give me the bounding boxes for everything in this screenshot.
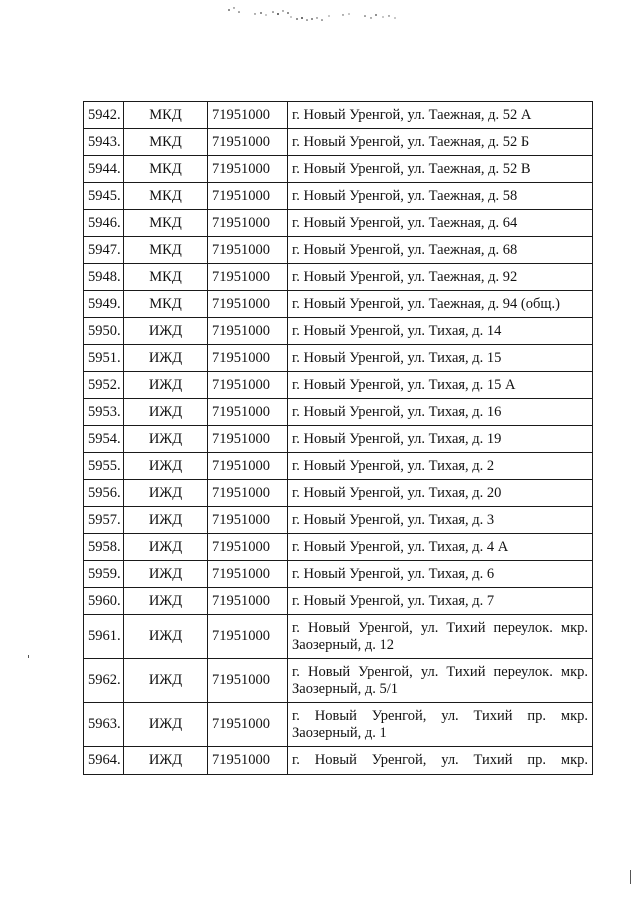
table-row — [84, 659, 593, 703]
building-type-cell: МКД — [124, 183, 208, 210]
row-number-cell: 5950. — [84, 318, 124, 345]
row-number-cell: 5954. — [84, 426, 124, 453]
table-row — [84, 534, 593, 561]
row-number-cell: 5959. — [84, 561, 124, 588]
row-number-cell: 5955. — [84, 453, 124, 480]
table-row — [84, 747, 593, 775]
table-row — [84, 210, 593, 237]
row-number-cell: 5962. — [84, 659, 124, 703]
row-number-cell: 5946. — [84, 210, 124, 237]
address-cell: г. Новый Уренгой, ул. Таежная, д. 68 — [288, 237, 593, 264]
address-cell: г. Новый Уренгой, ул. Тихая, д. 19 — [288, 426, 593, 453]
table-row — [84, 561, 593, 588]
address-cell: г. Новый Уренгой, ул. Тихая, д. 2 — [288, 453, 593, 480]
table-row — [84, 426, 593, 453]
table-row — [84, 291, 593, 318]
building-type-cell: ИЖД — [124, 703, 208, 747]
address-cell: г. Новый Уренгой, ул. Тихая, д. 15 — [288, 345, 593, 372]
row-number-cell: 5947. — [84, 237, 124, 264]
table-body — [84, 102, 593, 775]
address-cell: г. Новый Уренгой, ул. Тихий переулок. мкр. Заозерный, д. 12 — [288, 615, 593, 659]
row-number-cell: 5956. — [84, 480, 124, 507]
oktmo-code-cell: 71951000 — [208, 703, 288, 747]
table-row — [84, 480, 593, 507]
row-number-cell: 5948. — [84, 264, 124, 291]
row-number-cell: 5945. — [84, 183, 124, 210]
building-type-cell: ИЖД — [124, 426, 208, 453]
oktmo-code-cell: 71951000 — [208, 102, 288, 129]
address-cell: г. Новый Уренгой, ул. Тихая, д. 7 — [288, 588, 593, 615]
oktmo-code-cell: 71951000 — [208, 534, 288, 561]
building-type-cell: ИЖД — [124, 480, 208, 507]
address-cell: г. Новый Уренгой, ул. Тихая, д. 6 — [288, 561, 593, 588]
row-number-cell: 5960. — [84, 588, 124, 615]
table-row — [84, 264, 593, 291]
address-cell: г. Новый Уренгой, ул. Таежная, д. 58 — [288, 183, 593, 210]
row-number-cell: 5961. — [84, 615, 124, 659]
table-row — [84, 318, 593, 345]
table-row — [84, 453, 593, 480]
scan-edge-mark — [28, 655, 29, 658]
address-cell: г. Новый Уренгой, ул. Тихий переулок. мкр. Заозерный, д. 5/1 — [288, 659, 593, 703]
row-number-cell: 5942. — [84, 102, 124, 129]
building-type-cell: ИЖД — [124, 453, 208, 480]
table-row — [84, 237, 593, 264]
address-cell: г. Новый Уренгой, ул. Тихая, д. 15 А — [288, 372, 593, 399]
row-number-cell: 5963. — [84, 703, 124, 747]
table-row — [84, 102, 593, 129]
oktmo-code-cell: 71951000 — [208, 210, 288, 237]
building-type-cell: МКД — [124, 237, 208, 264]
row-number-cell: 5943. — [84, 129, 124, 156]
building-type-cell: ИЖД — [124, 534, 208, 561]
building-type-cell: ИЖД — [124, 747, 208, 775]
address-cell: г. Новый Уренгой, ул. Таежная, д. 94 (общ.) — [288, 291, 593, 318]
oktmo-code-cell: 71951000 — [208, 453, 288, 480]
oktmo-code-cell: 71951000 — [208, 264, 288, 291]
table-row — [84, 156, 593, 183]
table-row — [84, 588, 593, 615]
row-number-cell: 5952. — [84, 372, 124, 399]
row-number-cell: 5957. — [84, 507, 124, 534]
row-number-cell: 5958. — [84, 534, 124, 561]
oktmo-code-cell: 71951000 — [208, 318, 288, 345]
scan-edge-mark — [630, 870, 631, 884]
row-number-cell: 5944. — [84, 156, 124, 183]
table-row — [84, 399, 593, 426]
oktmo-code-cell: 71951000 — [208, 588, 288, 615]
oktmo-code-cell: 71951000 — [208, 291, 288, 318]
address-cell: г. Новый Уренгой, ул. Тихая, д. 20 — [288, 480, 593, 507]
building-type-cell: ИЖД — [124, 318, 208, 345]
row-number-cell: 5964. — [84, 747, 124, 775]
address-cell: г. Новый Уренгой, ул. Тихая, д. 3 — [288, 507, 593, 534]
row-number-cell: 5951. — [84, 345, 124, 372]
oktmo-code-cell: 71951000 — [208, 156, 288, 183]
building-type-cell: ИЖД — [124, 507, 208, 534]
address-cell: г. Новый Уренгой, ул. Тихий пр. мкр. Заозерный, д. 1 — [288, 703, 593, 747]
building-type-cell: МКД — [124, 156, 208, 183]
building-type-cell: МКД — [124, 264, 208, 291]
building-type-cell: ИЖД — [124, 588, 208, 615]
table-row — [84, 372, 593, 399]
address-cell: г. Новый Уренгой, ул. Тихая, д. 16 — [288, 399, 593, 426]
address-cell: г. Новый Уренгой, ул. Тихий пр. мкр. — [288, 747, 593, 775]
building-type-cell: МКД — [124, 102, 208, 129]
building-type-cell: МКД — [124, 210, 208, 237]
oktmo-code-cell: 71951000 — [208, 399, 288, 426]
scan-artifact — [225, 4, 415, 26]
table-row — [84, 345, 593, 372]
building-type-cell: МКД — [124, 291, 208, 318]
table-row — [84, 129, 593, 156]
oktmo-code-cell: 71951000 — [208, 507, 288, 534]
table-row — [84, 703, 593, 747]
address-cell: г. Новый Уренгой, ул. Тихая, д. 14 — [288, 318, 593, 345]
table-row — [84, 615, 593, 659]
address-cell: г. Новый Уренгой, ул. Таежная, д. 92 — [288, 264, 593, 291]
address-cell: г. Новый Уренгой, ул. Таежная, д. 52 Б — [288, 129, 593, 156]
table-row — [84, 183, 593, 210]
building-type-cell: ИЖД — [124, 615, 208, 659]
address-registry-table — [83, 101, 593, 775]
address-cell: г. Новый Уренгой, ул. Таежная, д. 64 — [288, 210, 593, 237]
building-type-cell: ИЖД — [124, 372, 208, 399]
building-type-cell: ИЖД — [124, 399, 208, 426]
building-type-cell: МКД — [124, 129, 208, 156]
address-cell: г. Новый Уренгой, ул. Таежная, д. 52 А — [288, 102, 593, 129]
oktmo-code-cell: 71951000 — [208, 747, 288, 775]
oktmo-code-cell: 71951000 — [208, 426, 288, 453]
oktmo-code-cell: 71951000 — [208, 659, 288, 703]
row-number-cell: 5953. — [84, 399, 124, 426]
table-row — [84, 507, 593, 534]
oktmo-code-cell: 71951000 — [208, 561, 288, 588]
oktmo-code-cell: 71951000 — [208, 345, 288, 372]
oktmo-code-cell: 71951000 — [208, 237, 288, 264]
row-number-cell: 5949. — [84, 291, 124, 318]
building-type-cell: ИЖД — [124, 345, 208, 372]
oktmo-code-cell: 71951000 — [208, 372, 288, 399]
oktmo-code-cell: 71951000 — [208, 615, 288, 659]
building-type-cell: ИЖД — [124, 659, 208, 703]
address-cell: г. Новый Уренгой, ул. Тихая, д. 4 А — [288, 534, 593, 561]
building-type-cell: ИЖД — [124, 561, 208, 588]
oktmo-code-cell: 71951000 — [208, 480, 288, 507]
oktmo-code-cell: 71951000 — [208, 183, 288, 210]
address-cell: г. Новый Уренгой, ул. Таежная, д. 52 В — [288, 156, 593, 183]
oktmo-code-cell: 71951000 — [208, 129, 288, 156]
